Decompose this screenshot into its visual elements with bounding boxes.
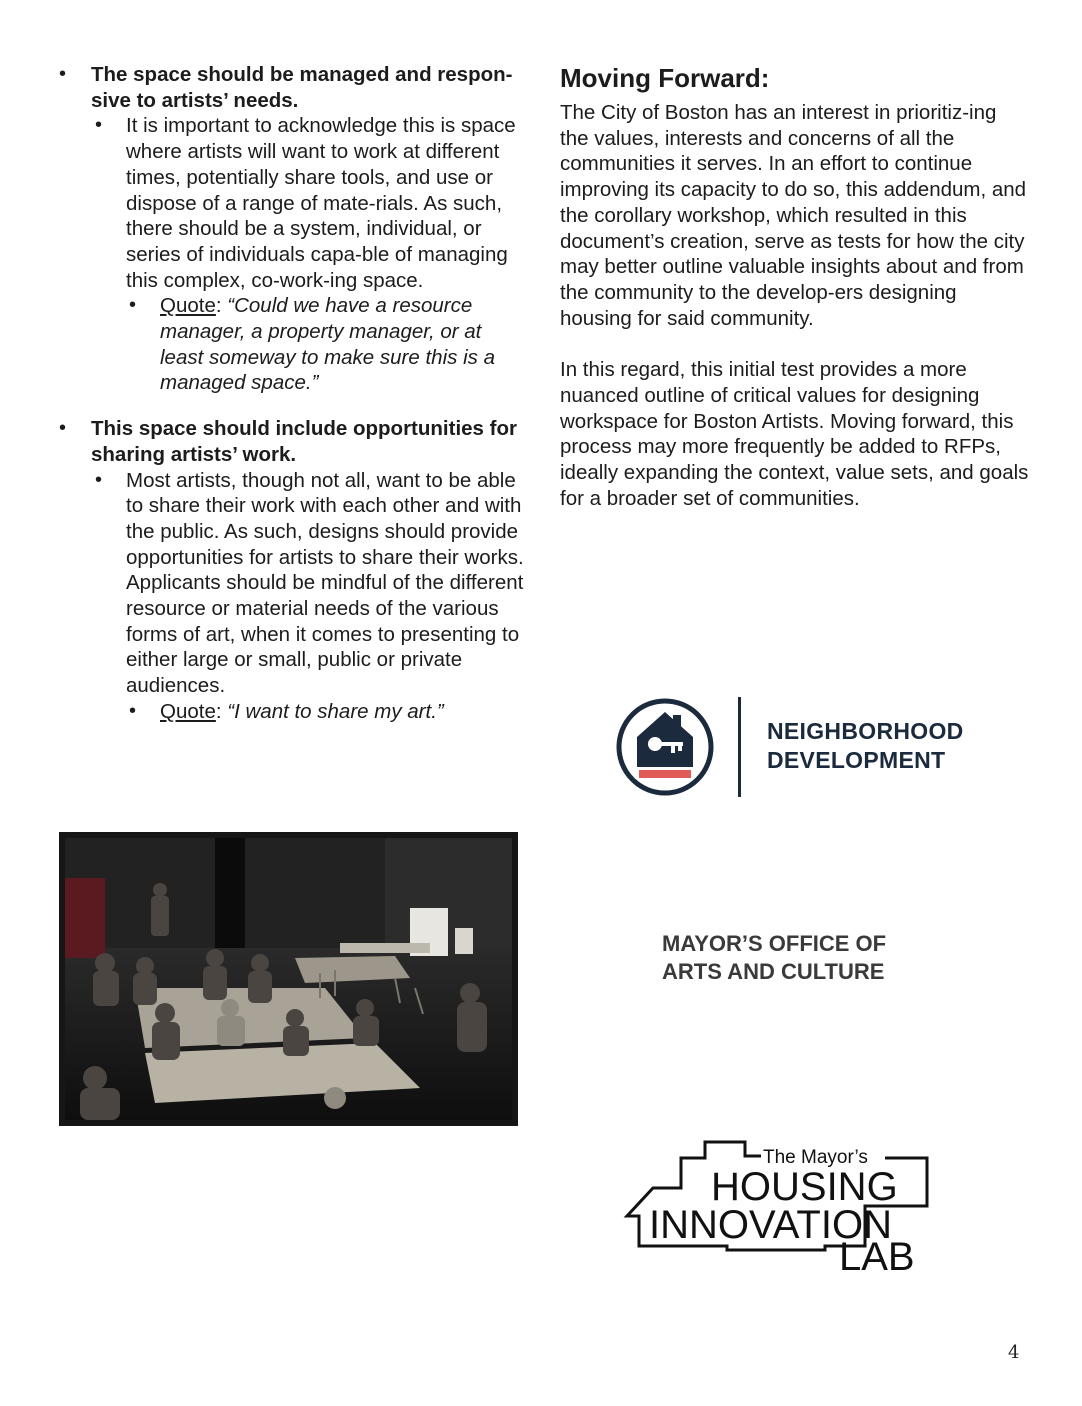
- wordmark-line: MAYOR’S OFFICE OF: [662, 931, 887, 956]
- quote-label: Quote: [160, 294, 216, 318]
- wordmark-line: DEVELOPMENT: [767, 747, 946, 773]
- criterion-description: Most artists, though not all, want to be able to share their work with each other and with the public. As such, designs should provide opportunities for artists to share their works. Applicants should be mindful of the different resource or material needs of the various forms of art, when it comes to presenting to either large or small, public or private audiences.: [126, 468, 524, 698]
- quote-item: • Quote: “I want to share my art.”: [126, 699, 526, 725]
- left-column: [56, 62, 526, 725]
- quote-label: Quote: [160, 699, 216, 723]
- lab-line-innovation: INNOVATION: [649, 1203, 892, 1247]
- neighborhood-development-logo: [615, 697, 1015, 799]
- quote-text: “I want to share my art.”: [227, 699, 444, 723]
- quote-text: “Could we have a resource manager, a property manager, or at least someway to make sure this is a managed space.”: [160, 294, 495, 395]
- skyline-outline-icon: [623, 1138, 933, 1278]
- neighborhood-development-wordmark: [767, 717, 964, 775]
- criterion-heading: • The space should be managed and respon-sive to artists’ needs.: [91, 63, 513, 112]
- criterion-heading: • This space should include opportunities for sharing artists’ work.: [91, 417, 517, 466]
- sub-list-item: [91, 468, 526, 725]
- workshop-photo: [59, 832, 518, 1126]
- wordmark-line: ARTS AND CULTURE: [662, 959, 885, 984]
- section-title: Moving Forward:: [560, 63, 770, 93]
- sub-list-item: [91, 113, 526, 396]
- house-key-icon: [615, 697, 755, 799]
- paragraph: The City of Boston has an interest in prioritiz-ing the values, interests and concerns of all the communities it serves. In an effort to continue improving its capacity to do so, this addendum, and the corollary workshop, which resulted in this document’s creation, serve as tests for how the city may better outline valuable insights about and from the community to the develop-ers designing housing for said community.: [560, 101, 1027, 330]
- quote-item: • Quote: “Could we have a resource manager, a property manager, or at least someway to make sure this is a managed space.”: [126, 293, 526, 396]
- lab-tagline: The Mayor’s: [763, 1147, 868, 1168]
- paragraph: In this regard, this initial test provides a more nuanced outline of critical values for designing workspace for Boston Artists. Moving forward, this process may more frequently be added to RFPs, ideally expanding the context, value sets, and goals for a broader set of communities.: [560, 358, 1029, 510]
- arts-culture-logo: [662, 930, 886, 986]
- page-number: 4: [1008, 1342, 1020, 1363]
- criterion-description: It is important to acknowledge this is space where artists will want to work at different times, potentially share tools, and use or dispose of a range of mate-rials. As such, there should be a system, individual, or series of individuals capa-ble of managing this complex, co-work-ing space.: [126, 114, 516, 292]
- wordmark-line: NEIGHBORHOOD: [767, 718, 964, 744]
- list-item: [56, 416, 526, 724]
- criteria-list: [56, 62, 526, 725]
- workshop-photo-illustration: [65, 838, 512, 1120]
- right-column: [560, 62, 1030, 512]
- lab-line-lab: LAB: [839, 1235, 915, 1278]
- lab-line-housing: HOUSING: [711, 1165, 898, 1209]
- housing-innovation-lab-logo: [623, 1138, 933, 1278]
- list-item: [56, 62, 526, 396]
